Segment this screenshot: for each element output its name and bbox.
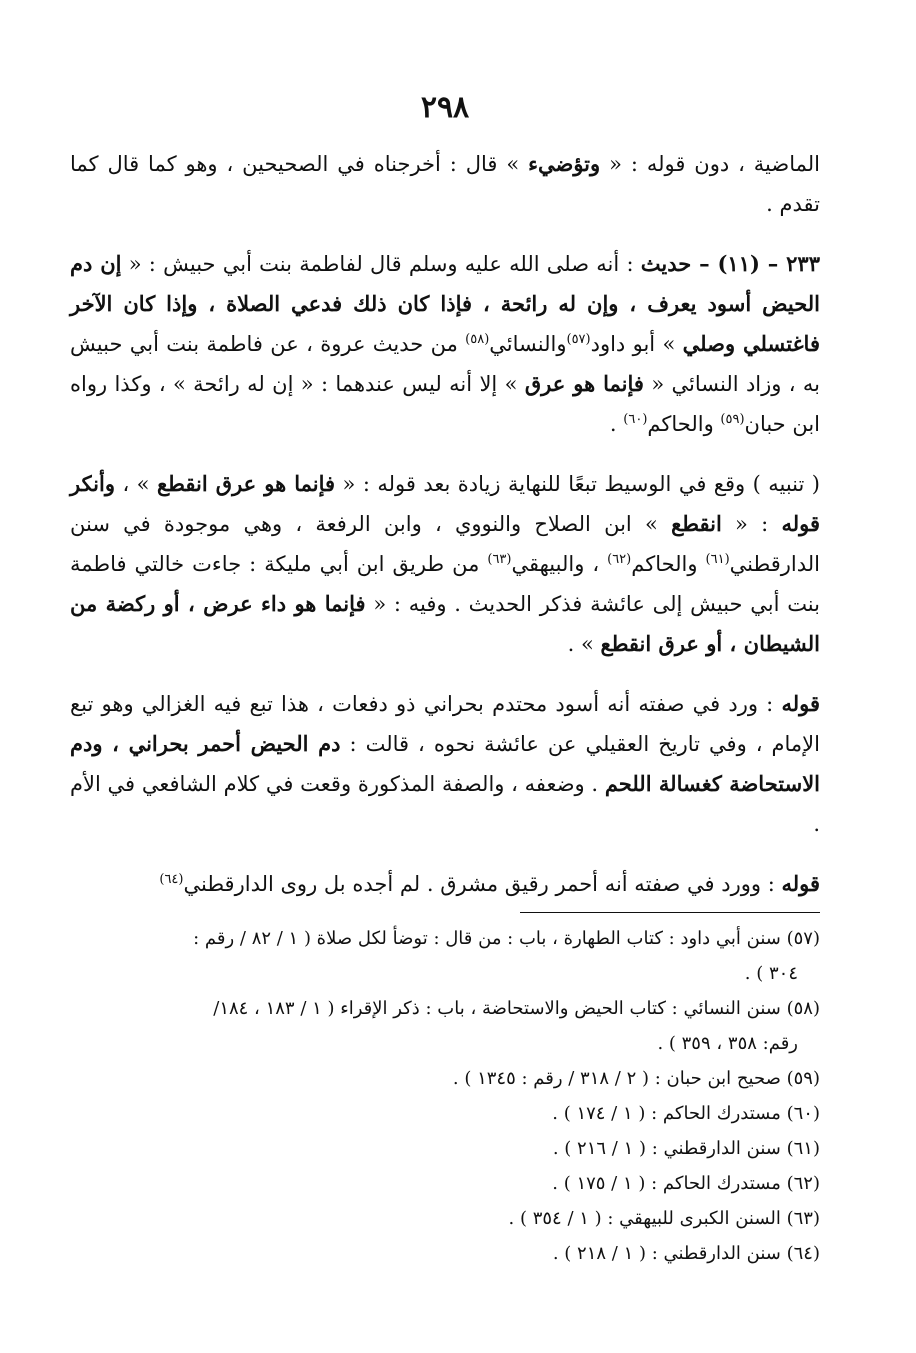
footnote-separator	[520, 912, 820, 913]
bold-quote: فإنما هو عرق انقطع	[156, 471, 336, 496]
paragraph-qawluhu-2	[70, 864, 820, 904]
footnote-61	[70, 1131, 820, 1166]
text-run: » .	[567, 632, 601, 656]
hadith-heading: ٢٣٣ – (١١) – حديث	[640, 251, 820, 276]
footnote-57-cont: ٣٠٤ ) .	[744, 963, 798, 984]
footnote-59	[70, 1061, 820, 1096]
footnote-58-cont: رقم: ٣٥٨ ، ٣٥٩ ) .	[657, 1033, 798, 1054]
paragraph-gap	[70, 844, 820, 864]
text-run: .	[609, 412, 624, 436]
footnote-text: مستدرك الحاكم : ( ١ / ١٧٥ ) .	[552, 1173, 787, 1194]
footnote-ref: (٥٨)	[465, 332, 490, 347]
footnote-ref: (٥٩)	[720, 412, 745, 427]
footnote-text: صحيح ابن حبان : ( ٢ / ٣١٨ / رقم : ١٣٤٥ ) .	[452, 1068, 787, 1089]
footnote-number: (٦١)	[786, 1138, 820, 1159]
bold-phrase: وأنكر قوله	[70, 471, 820, 536]
footnote-ref: (٦٢)	[607, 552, 632, 567]
footnote-57	[70, 921, 820, 956]
text-run: : أنه صلى الله عليه وسلم قال لفاطمة بنت أبي حبيش : «	[121, 252, 641, 276]
bold-quote: فإنما هو داء عرض ، أو ركضة من الشيطان ، أو عرق انقطع	[70, 591, 820, 656]
page-number: ٢٩٨	[420, 90, 470, 125]
bold-quote: دم الحيض أحمر بحراني ، ودم الاستحاضة كغسالة اللحم	[70, 731, 821, 796]
text-run: : وورد في صفته أنه أحمر رقيق مشرق . لم أجده بل روى الدارقطني	[183, 872, 782, 896]
text-run: : «	[721, 512, 782, 536]
text-run: . وضعفه ، والصفة المذكورة وقعت في كلام الشافعي في الأم .	[70, 772, 820, 836]
bold-quote: فإنما هو عرق	[524, 371, 644, 396]
bold-phrase: قوله	[781, 871, 820, 896]
bold-quote: وتؤضيء	[528, 151, 601, 176]
paragraph-qawluhu-1	[70, 684, 820, 844]
paragraph-tanbih	[70, 464, 820, 664]
bold-phrase: قوله	[781, 691, 820, 716]
text-run: » قال : أخرجناه في الصحيحين ، وهو كما قال كما تقدم .	[70, 152, 820, 216]
text-run: » ،	[115, 472, 157, 496]
footnote-text: سنن أبي داود : كتاب الطهارة ، باب : من قال : توضأ لكل صلاة ( ١ / ٨٢ / رقم :	[193, 928, 787, 949]
footnote-number: (٦٤)	[786, 1243, 820, 1264]
footnote-text: سنن النسائي : كتاب الحيض والاستحاضة ، باب : ذكر الإقراء ( ١ / ١٨٣ ، ١٨٤/	[213, 998, 787, 1019]
footnote-ref: (٦١)	[705, 552, 730, 567]
text-run: والحاكم	[631, 552, 706, 576]
footnote-ref: (٦٤)	[159, 872, 184, 887]
footnote-ref: (٦٠)	[623, 412, 648, 427]
bold-quote: انقطع	[671, 511, 722, 536]
footnote-58	[70, 991, 820, 1026]
footnote-62	[70, 1166, 820, 1201]
text-run: : ورد في صفته أنه أسود محتدم بحراني ذو دفعات ، هذا تبع فيه الغزالي وهو تبع الإمام ، وفي تاريخ العقيلي عن عائشة نحوه ، قالت :	[70, 692, 820, 756]
hadith-text: إن دم الحيض أسود يعرف ، وإن له رائحة ، فإذا كان ذلك فدعي الصلاة ، وإذا كان الآخر فاغتسلي وصلي	[70, 251, 820, 356]
footnote-63	[70, 1201, 820, 1236]
footnote-ref: (٥٧)	[566, 332, 591, 347]
text-run: من حديث عروة ، عن فاطمة بنت أبي حبيش به ، وزاد النسائي «	[70, 332, 821, 396]
footnote-number: (٦٠)	[786, 1103, 820, 1124]
footnote-number: (٦٣)	[786, 1208, 820, 1229]
footnote-ref: (٦٣)	[487, 552, 512, 567]
text-run: » ابن الصلاح والنووي ، وابن الرفعة ، وهي موجودة في سنن الدارقطني	[70, 512, 820, 576]
paragraph-hadith-233	[70, 244, 820, 444]
text-run: والحاكم	[647, 412, 721, 436]
paragraph-gap	[70, 664, 820, 684]
text-run: » إلا أنه ليس عندهما : « إن له رائحة » ، وكذا رواه ابن حبان	[70, 372, 820, 436]
text-run: » أبو داود	[590, 332, 683, 356]
footnote-text: السنن الكبرى للبيهقي : ( ١ / ٣٥٤ ) .	[508, 1208, 787, 1229]
footnote-text: سنن الدارقطني : ( ١ / ٢١٨ ) .	[552, 1243, 787, 1264]
footnote-text: سنن الدارقطني : ( ١ / ٢١٦ ) .	[552, 1138, 787, 1159]
footnote-text: مستدرك الحاكم : ( ١ / ١٧٤ ) .	[552, 1103, 787, 1124]
paragraph-gap	[70, 224, 820, 244]
text-run: الماضية ، دون قوله : «	[600, 152, 820, 176]
footnote-number: (٥٩)	[786, 1068, 820, 1089]
footnote-64	[70, 1236, 820, 1271]
footnote-number: (٥٧)	[786, 928, 820, 949]
text-run: ، والبيهقي	[511, 552, 608, 576]
paragraph-gap	[70, 444, 820, 464]
footnotes	[70, 921, 820, 1271]
footnote-60	[70, 1096, 820, 1131]
text-run: ( تنبيه ) وقع في الوسيط تبعًا للنهاية زيادة بعد قوله : «	[335, 472, 820, 496]
text-run: من طريق ابن أبي مليكة : جاءت خالتي فاطمة بنت أبي حبيش إلى عائشة فذكر الحديث . وفيه : «	[70, 552, 820, 616]
text-run: والنسائي	[489, 332, 567, 356]
footnote-number: (٦٢)	[786, 1173, 820, 1194]
footnote-number: (٥٨)	[786, 998, 820, 1019]
paragraph-continuation	[70, 144, 820, 224]
footnote-separator-wrap	[70, 904, 820, 921]
